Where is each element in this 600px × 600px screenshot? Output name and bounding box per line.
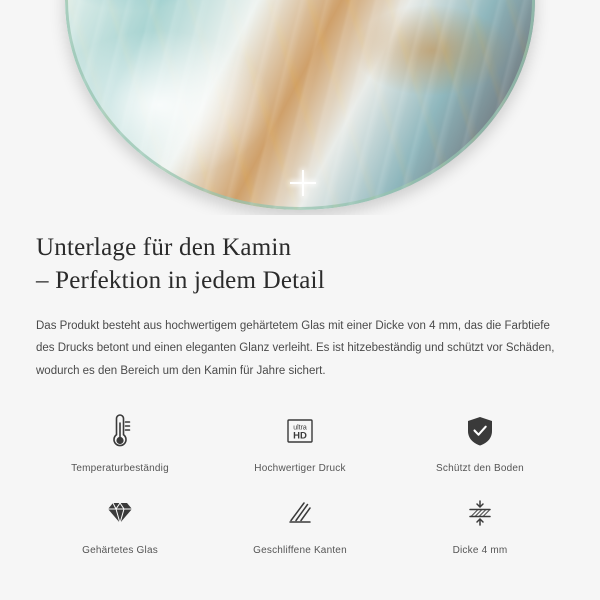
hero-image-section xyxy=(0,0,600,215)
description-paragraph: Das Produkt besteht aus hochwertigem gehärtetem Glas mit einer Dicke von 4 mm, das die Farbtiefe des Drucks betont und einen eleganten Glanz verleiht. Es ist hitzebeständig und schützt vor Schäden, wodurch es den Bereich um den Kamin für Jahre sichert. xyxy=(36,320,555,377)
feature-label: Schützt den Boden xyxy=(436,463,524,475)
feature-label: Hochwertiger Druck xyxy=(254,463,346,475)
feature-label: Dicke 4 mm xyxy=(452,545,508,557)
headline-line-1: Unterlage für den Kamin xyxy=(36,234,292,261)
glass-edge xyxy=(65,0,535,210)
polished-edges-icon xyxy=(278,490,322,536)
feature-item-temperature-resistant xyxy=(30,408,210,474)
feature-item-high-quality-print xyxy=(210,408,390,474)
feature-item-polished-edges xyxy=(210,490,390,556)
shield-check-icon xyxy=(458,408,502,454)
feature-label: Temperaturbeständig xyxy=(71,463,169,475)
thermometer-icon xyxy=(98,408,142,454)
feature-item-tempered-glass xyxy=(30,490,210,556)
feature-grid xyxy=(0,408,600,556)
feature-label: Gehärtetes Glas xyxy=(82,545,158,557)
svg-text:ultra: ultra xyxy=(293,424,307,432)
ultra-hd-icon xyxy=(278,408,322,454)
thickness-icon xyxy=(458,490,502,536)
feature-item-thickness xyxy=(390,490,570,556)
text-content xyxy=(0,215,600,382)
page-title xyxy=(36,231,564,297)
diamond-icon xyxy=(98,490,142,536)
feature-item-floor-protection xyxy=(390,408,570,474)
headline-line-2: – Perfektion in jedem Detail xyxy=(36,267,325,294)
feature-label: Geschliffene Kanten xyxy=(253,545,347,557)
glass-hearth-plate-image xyxy=(65,0,535,210)
svg-text:HD: HD xyxy=(293,430,307,442)
